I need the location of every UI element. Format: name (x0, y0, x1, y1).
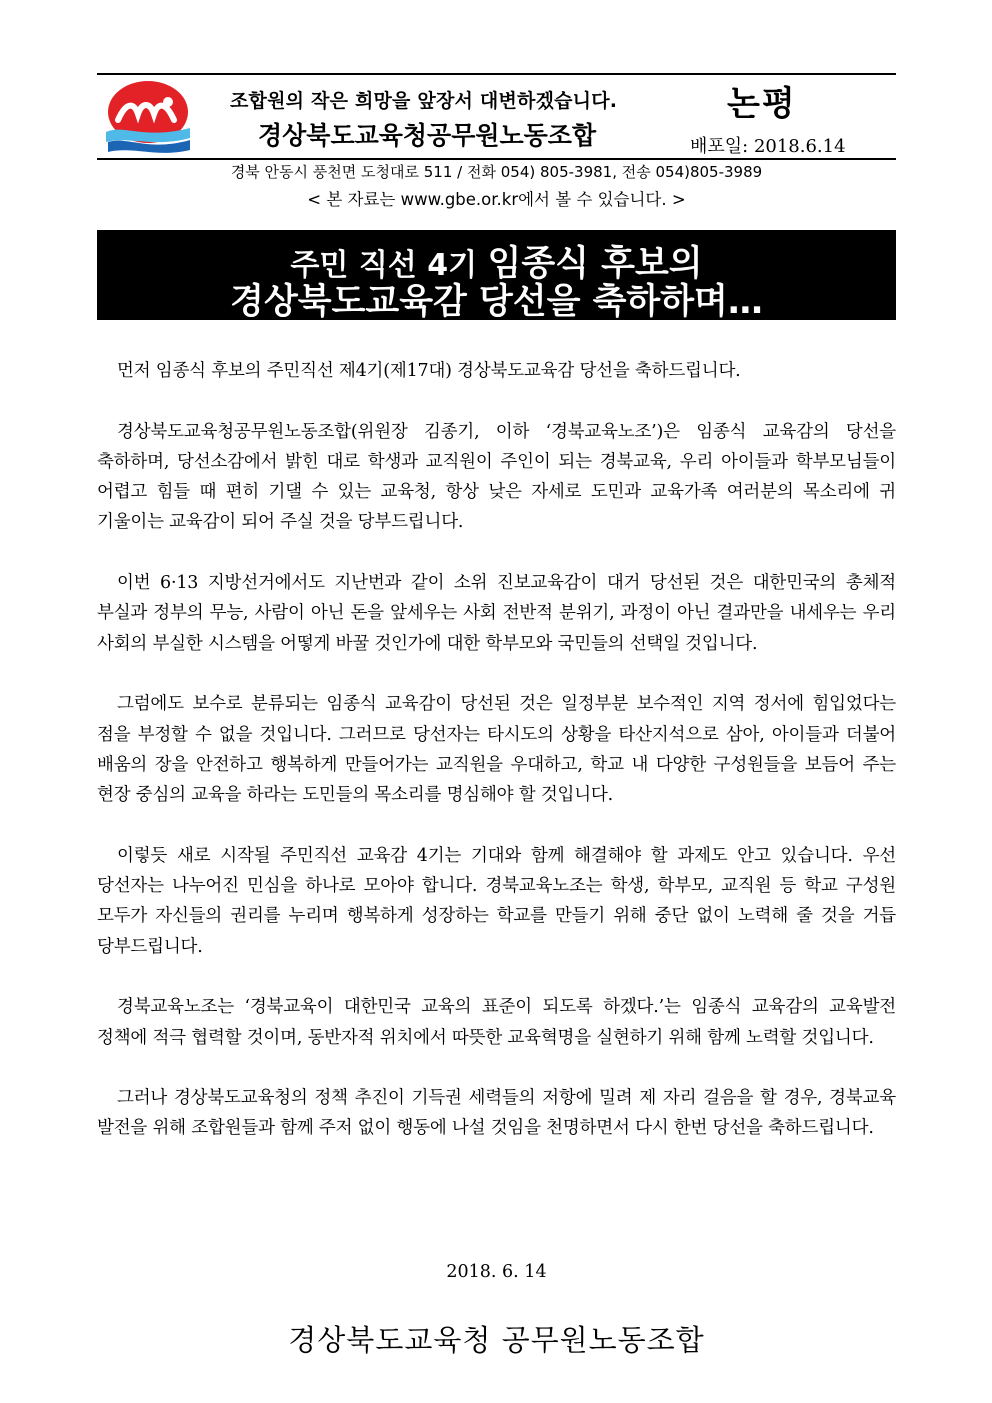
document-type-label: 논평 (727, 84, 797, 124)
website-notice: < 본 자료는 www.gbe.or.kr에서 볼 수 있습니다. > (307, 190, 686, 209)
paragraph-3: 이번 6·13 지방선거에서도 지난번과 같이 소위 진보교육감이 대거 당선된 것은 대한민국의 총체적 부실과 정부의 무능, 사람이 아닌 돈을 앞세우는 사회 전반적 분위기, 과정이 아닌 결과만을 내세우는 우리 사회의 부실한 시스템을 어떻게 바꿀 것인가에 대한 학부모와 국민들의 선택일 것입니다. (97, 573, 896, 654)
union-slogan: 조합원의 작은 희망을 앞장서 대변하겠습니다. (230, 90, 618, 112)
document-date: 2018. 6. 14 (446, 1262, 547, 1282)
header-top-rule (97, 73, 896, 75)
paragraph-5: 이렇듯 새로 시작될 주민직선 교육감 4기는 기대와 함께 해결해야 할 과제도 안고 있습니다. 우선 당선자는 나누어진 민심을 하나로 모아야 합니다. 경북교육노조는 학생, 학부모, 교직원 등 학교 구성원 모두가 자신들의 권리를 누리며 행복하게 성장하는 학교를 만들기 위해 중단 없이 노력해 줄 것을 거듭 당부드립니다. (97, 845, 896, 957)
headline-line-1-prefix: 주민 직선 4기 (290, 248, 488, 283)
paragraph-7: 그러나 경상북도교육청의 정책 추진이 기득권 세력들의 저항에 밀려 제 자리 걸음을 할 경우, 경북교육 발전을 위해 조합원들과 함께 주저 없이 행동에 나설 것임을 천명하면서 다시 한번 당선을 축하드립니다. (97, 1088, 896, 1139)
union-address: 경북 안동시 풍천면 도청대로 511 / 전화 054) 805-3981, 전송 054)805-3989 (230, 163, 763, 181)
paragraph-6: 경북교육노조는 ‘경북교육이 대한민국 교육의 표준이 되도록 하겠다.’는 임종식 교육감의 교육발전 정책에 적극 협력할 것이며, 동반자적 위치에서 따뜻한 교육혁명을 실현하기 위해 함께 노력할 것입니다. (97, 997, 896, 1048)
distribution-date: 배포일: 2018.6.14 (690, 136, 846, 157)
paragraph-1: 먼저 임종식 후보의 주민직선 제4기(제17대) 경상북도교육감 당선을 축하드립니다. (117, 361, 741, 381)
header-address-rule (97, 158, 896, 160)
union-name: 경상북도교육청공무원노동조합 (258, 121, 597, 150)
statement-body (97, 356, 896, 1174)
union-logo (104, 80, 192, 154)
headline-line-2: 경상북도교육감 당선을 축하하며… (230, 282, 763, 322)
headline-line-1-emphasis: 임종식 후보의 (487, 244, 703, 284)
signature: 경상북도교육청 공무원노동조합 (288, 1323, 705, 1357)
headline-banner (97, 230, 896, 320)
paragraph-4: 그럼에도 보수로 분류되는 임종식 교육감이 당선된 것은 일정부분 보수적인 지역 정서에 힘입었다는 점을 부정할 수 없을 것입니다. 그러므로 당선자는 타시도의 상황을 타산지석으로 삼아, 아이들과 더불어 배움의 장을 안전하고 행복하게 만들어가는 교직원을 우대하고, 학교 내 다양한 구성원들을 보듬어 주는 현장 중심의 교육을 하라는 도민들의 목소리를 명심해야 할 것입니다. (97, 694, 896, 806)
paragraph-2: 경상북도교육청공무원노동조합(위원장 김종기, 이하 ‘경북교육노조’)은 임종식 교육감의 당선을 축하하며, 당선소감에서 밝힌 대로 학생과 교직원이 주인이 되는 경북교육, 우리 아이들과 학부모님들이 어렵고 힘들 때 편히 기댈 수 있는 교육청, 항상 낮은 자세로 도민과 교육가족 여러분의 목소리에 귀 기울이는 교육감이 되어 주실 것을 당부드립니다. (97, 421, 896, 533)
